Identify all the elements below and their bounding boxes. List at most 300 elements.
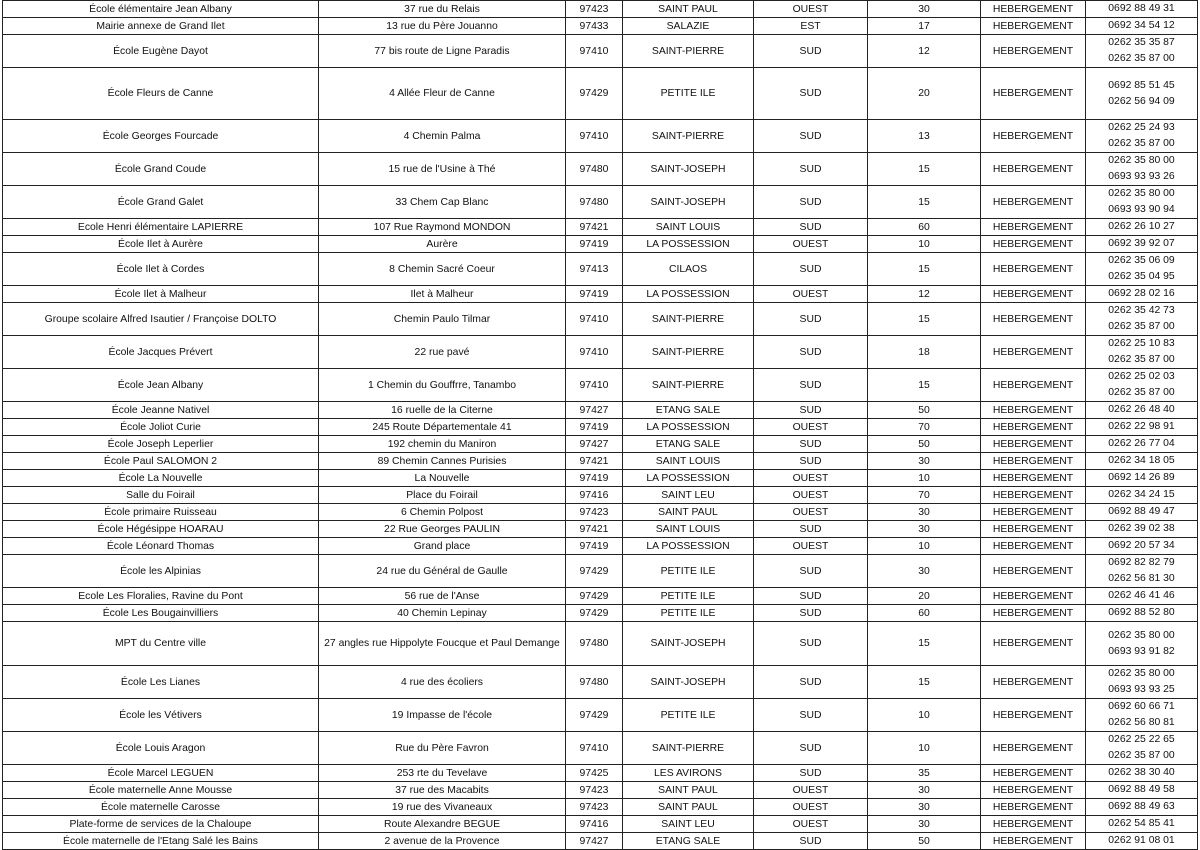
zone-cell: SUD: [754, 253, 868, 286]
city-cell: LES AVIRONS: [623, 765, 754, 782]
postcode-cell: 97429: [566, 68, 623, 120]
capacity-cell: 15: [868, 303, 981, 336]
postcode-cell: 97427: [566, 833, 623, 850]
capacity-cell: 60: [868, 605, 981, 622]
facility-name-cell: École maternelle Anne Mousse: [3, 782, 319, 799]
phone-number: 0262 26 10 27: [1108, 221, 1175, 232]
address-cell: 6 Chemin Polpost: [319, 504, 566, 521]
capacity-cell: 60: [868, 219, 981, 236]
postcode-cell: 97480: [566, 153, 623, 186]
phone-number: 0262 35 87 00: [1108, 53, 1175, 64]
zone-cell: SUD: [754, 303, 868, 336]
zone-cell: SUD: [754, 521, 868, 538]
zone-cell: SUD: [754, 588, 868, 605]
city-cell: ETANG SALE: [623, 436, 754, 453]
capacity-cell: 10: [868, 538, 981, 555]
capacity-cell: 30: [868, 504, 981, 521]
capacity-cell: 10: [868, 236, 981, 253]
zone-cell: SUD: [754, 35, 868, 68]
postcode-cell: 97410: [566, 336, 623, 369]
address-cell: Chemin Paulo Tilmar: [319, 303, 566, 336]
capacity-cell: 50: [868, 833, 981, 850]
zone-cell: SUD: [754, 369, 868, 402]
capacity-cell: 15: [868, 186, 981, 219]
phone-number: 0262 35 87 00: [1108, 321, 1175, 332]
type-cell: HEBERGEMENT: [981, 504, 1086, 521]
type-cell: HEBERGEMENT: [981, 1, 1086, 18]
facility-name-cell: École primaire Ruisseau: [3, 504, 319, 521]
address-cell: Rue du Père Favron: [319, 732, 566, 765]
phone-cell: [1086, 666, 1198, 699]
facility-name-cell: Salle du Foirail: [3, 487, 319, 504]
table-row: [3, 453, 1198, 470]
phone-cell: [1086, 622, 1198, 666]
city-cell: ETANG SALE: [623, 402, 754, 419]
phone-number: 0262 35 87 00: [1108, 750, 1175, 761]
table-row: [3, 186, 1198, 219]
phone-cell: [1086, 453, 1198, 470]
zone-cell: OUEST: [754, 816, 868, 833]
phone-number: 0262 38 30 40: [1108, 767, 1175, 778]
postcode-cell: 97413: [566, 253, 623, 286]
address-cell: Ilet à Malheur: [319, 286, 566, 303]
phone-number: 0262 35 80 00: [1108, 668, 1175, 679]
type-cell: HEBERGEMENT: [981, 402, 1086, 419]
phone-cell: [1086, 782, 1198, 799]
phone-number: 0262 25 10 83: [1108, 338, 1175, 349]
address-cell: La Nouvelle: [319, 470, 566, 487]
phone-cell: [1086, 816, 1198, 833]
phone-number: 0262 56 80 81: [1108, 717, 1175, 728]
phone-cell: [1086, 521, 1198, 538]
phone-cell: [1086, 504, 1198, 521]
phone-number: 0692 14 26 89: [1108, 472, 1175, 483]
facility-name-cell: École les Alpinias: [3, 555, 319, 588]
facility-name-cell: Groupe scolaire Alfred Isautier / Françoise DOLTO: [3, 303, 319, 336]
phone-number: 0262 25 22 65: [1108, 734, 1175, 745]
zone-cell: SUD: [754, 402, 868, 419]
facility-name-cell: École Hégésippe HOARAU: [3, 521, 319, 538]
table-row: [3, 521, 1198, 538]
address-cell: 13 rue du Père Jouanno: [319, 18, 566, 35]
address-cell: 89 Chemin Cannes Purisies: [319, 453, 566, 470]
phone-cell: [1086, 286, 1198, 303]
type-cell: HEBERGEMENT: [981, 622, 1086, 666]
phone-number: 0262 35 80 00: [1108, 188, 1175, 199]
phone-number: 0692 82 82 79: [1108, 557, 1175, 568]
city-cell: SAINT LEU: [623, 487, 754, 504]
phone-number: 0692 88 49 63: [1108, 801, 1175, 812]
postcode-cell: 97425: [566, 765, 623, 782]
type-cell: HEBERGEMENT: [981, 605, 1086, 622]
address-cell: 37 rue des Macabits: [319, 782, 566, 799]
type-cell: HEBERGEMENT: [981, 666, 1086, 699]
address-cell: 4 Chemin Palma: [319, 120, 566, 153]
city-cell: SAINT PAUL: [623, 782, 754, 799]
facility-name-cell: École Louis Aragon: [3, 732, 319, 765]
capacity-cell: 30: [868, 1, 981, 18]
city-cell: PETITE ILE: [623, 699, 754, 732]
facility-name-cell: École Georges Fourcade: [3, 120, 319, 153]
postcode-cell: 97410: [566, 120, 623, 153]
facility-name-cell: Mairie annexe de Grand Ilet: [3, 18, 319, 35]
facility-name-cell: École Jean Albany: [3, 369, 319, 402]
zone-cell: SUD: [754, 765, 868, 782]
phone-number: 0692 28 02 16: [1108, 288, 1175, 299]
type-cell: HEBERGEMENT: [981, 286, 1086, 303]
address-cell: Aurère: [319, 236, 566, 253]
type-cell: HEBERGEMENT: [981, 453, 1086, 470]
phone-number: 0262 35 87 00: [1108, 354, 1175, 365]
phone-number: 0262 39 02 38: [1108, 523, 1175, 534]
postcode-cell: 97429: [566, 555, 623, 588]
postcode-cell: 97480: [566, 186, 623, 219]
address-cell: 4 Allée Fleur de Canne: [319, 68, 566, 120]
type-cell: HEBERGEMENT: [981, 436, 1086, 453]
address-cell: 19 Impasse de l'école: [319, 699, 566, 732]
phone-cell: [1086, 219, 1198, 236]
type-cell: HEBERGEMENT: [981, 68, 1086, 120]
type-cell: HEBERGEMENT: [981, 369, 1086, 402]
postcode-cell: 97416: [566, 816, 623, 833]
phone-cell: [1086, 120, 1198, 153]
phone-cell: [1086, 605, 1198, 622]
zone-cell: SUD: [754, 605, 868, 622]
postcode-cell: 97427: [566, 436, 623, 453]
table-row: [3, 419, 1198, 436]
type-cell: HEBERGEMENT: [981, 833, 1086, 850]
zone-cell: OUEST: [754, 1, 868, 18]
zone-cell: OUEST: [754, 470, 868, 487]
capacity-cell: 30: [868, 799, 981, 816]
capacity-cell: 17: [868, 18, 981, 35]
city-cell: SALAZIE: [623, 18, 754, 35]
city-cell: SAINT-JOSEPH: [623, 622, 754, 666]
phone-cell: [1086, 555, 1198, 588]
address-cell: 22 rue pavé: [319, 336, 566, 369]
city-cell: PETITE ILE: [623, 588, 754, 605]
zone-cell: SUD: [754, 336, 868, 369]
city-cell: SAINT-JOSEPH: [623, 186, 754, 219]
table-row: [3, 18, 1198, 35]
phone-number: 0262 56 81 30: [1108, 573, 1175, 584]
address-cell: 1 Chemin du Gouffrre, Tanambo: [319, 369, 566, 402]
phone-number: 0262 34 18 05: [1108, 455, 1175, 466]
zone-cell: SUD: [754, 666, 868, 699]
phone-cell: [1086, 833, 1198, 850]
table-row: [3, 303, 1198, 336]
address-cell: 24 rue du Général de Gaulle: [319, 555, 566, 588]
postcode-cell: 97419: [566, 419, 623, 436]
table-row: [3, 236, 1198, 253]
capacity-cell: 15: [868, 666, 981, 699]
zone-cell: SUD: [754, 186, 868, 219]
postcode-cell: 97480: [566, 622, 623, 666]
zone-cell: SUD: [754, 699, 868, 732]
type-cell: HEBERGEMENT: [981, 782, 1086, 799]
facility-name-cell: École Marcel LEGUEN: [3, 765, 319, 782]
capacity-cell: 30: [868, 816, 981, 833]
address-cell: 15 rue de l'Usine à Thé: [319, 153, 566, 186]
city-cell: SAINT-JOSEPH: [623, 666, 754, 699]
zone-cell: SUD: [754, 436, 868, 453]
phone-number: 0692 60 66 71: [1108, 701, 1175, 712]
zone-cell: SUD: [754, 219, 868, 236]
capacity-cell: 15: [868, 369, 981, 402]
type-cell: HEBERGEMENT: [981, 153, 1086, 186]
phone-number: 0692 88 49 58: [1108, 784, 1175, 795]
phone-cell: [1086, 303, 1198, 336]
capacity-cell: 35: [868, 765, 981, 782]
address-cell: 19 rue des Vivaneaux: [319, 799, 566, 816]
shelters-table: [2, 0, 1198, 850]
zone-cell: SUD: [754, 732, 868, 765]
facility-name-cell: École les Vétivers: [3, 699, 319, 732]
phone-cell: [1086, 236, 1198, 253]
facility-name-cell: École Les Bougainvilliers: [3, 605, 319, 622]
phone-number: 0262 46 41 46: [1108, 590, 1175, 601]
facility-name-cell: École Grand Coude: [3, 153, 319, 186]
facility-name-cell: École Léonard Thomas: [3, 538, 319, 555]
address-cell: 107 Rue Raymond MONDON: [319, 219, 566, 236]
table-row: [3, 120, 1198, 153]
phone-number: 0262 22 98 91: [1108, 421, 1175, 432]
table-row: [3, 487, 1198, 504]
facility-name-cell: Ecole Henri élémentaire LAPIERRE: [3, 219, 319, 236]
capacity-cell: 20: [868, 588, 981, 605]
postcode-cell: 97423: [566, 799, 623, 816]
capacity-cell: 30: [868, 555, 981, 588]
phone-number: 0262 25 02 03: [1108, 371, 1175, 382]
phone-cell: [1086, 799, 1198, 816]
table-row: [3, 605, 1198, 622]
city-cell: LA POSSESSION: [623, 236, 754, 253]
city-cell: SAINT LEU: [623, 816, 754, 833]
address-cell: Grand place: [319, 538, 566, 555]
city-cell: SAINT PAUL: [623, 504, 754, 521]
city-cell: ETANG SALE: [623, 833, 754, 850]
table-row: [3, 1, 1198, 18]
address-cell: 56 rue de l'Anse: [319, 588, 566, 605]
type-cell: HEBERGEMENT: [981, 699, 1086, 732]
facility-name-cell: École Jeanne Nativel: [3, 402, 319, 419]
postcode-cell: 97416: [566, 487, 623, 504]
postcode-cell: 97429: [566, 588, 623, 605]
table-row: [3, 699, 1198, 732]
type-cell: HEBERGEMENT: [981, 35, 1086, 68]
zone-cell: OUEST: [754, 487, 868, 504]
phone-cell: [1086, 1, 1198, 18]
table-row: [3, 782, 1198, 799]
zone-cell: OUEST: [754, 286, 868, 303]
city-cell: SAINT LOUIS: [623, 219, 754, 236]
postcode-cell: 97419: [566, 286, 623, 303]
facility-name-cell: École maternelle Carosse: [3, 799, 319, 816]
facility-name-cell: École Les Lianes: [3, 666, 319, 699]
phone-cell: [1086, 253, 1198, 286]
postcode-cell: 97421: [566, 453, 623, 470]
type-cell: HEBERGEMENT: [981, 18, 1086, 35]
city-cell: LA POSSESSION: [623, 538, 754, 555]
zone-cell: SUD: [754, 622, 868, 666]
city-cell: LA POSSESSION: [623, 419, 754, 436]
facility-name-cell: Plate-forme de services de la Chaloupe: [3, 816, 319, 833]
phone-cell: [1086, 369, 1198, 402]
table-row: [3, 538, 1198, 555]
table-row: [3, 622, 1198, 666]
capacity-cell: 10: [868, 699, 981, 732]
postcode-cell: 97429: [566, 605, 623, 622]
zone-cell: OUEST: [754, 504, 868, 521]
city-cell: LA POSSESSION: [623, 470, 754, 487]
postcode-cell: 97410: [566, 303, 623, 336]
type-cell: HEBERGEMENT: [981, 487, 1086, 504]
facility-name-cell: École Joseph Leperlier: [3, 436, 319, 453]
phone-number: 0692 39 92 07: [1108, 238, 1175, 249]
capacity-cell: 12: [868, 286, 981, 303]
city-cell: SAINT-PIERRE: [623, 336, 754, 369]
phone-cell: [1086, 765, 1198, 782]
table-row: [3, 666, 1198, 699]
table-row: [3, 35, 1198, 68]
zone-cell: OUEST: [754, 419, 868, 436]
type-cell: HEBERGEMENT: [981, 538, 1086, 555]
postcode-cell: 97410: [566, 35, 623, 68]
zone-cell: SUD: [754, 833, 868, 850]
zone-cell: OUEST: [754, 782, 868, 799]
type-cell: HEBERGEMENT: [981, 470, 1086, 487]
city-cell: LA POSSESSION: [623, 286, 754, 303]
type-cell: HEBERGEMENT: [981, 219, 1086, 236]
table-row: [3, 402, 1198, 419]
phone-number: 0692 20 57 34: [1108, 540, 1175, 551]
postcode-cell: 97421: [566, 219, 623, 236]
phone-number: 0693 93 91 82: [1108, 645, 1175, 657]
postcode-cell: 97423: [566, 782, 623, 799]
address-cell: 192 chemin du Maniron: [319, 436, 566, 453]
zone-cell: SUD: [754, 153, 868, 186]
capacity-cell: 18: [868, 336, 981, 369]
address-cell: 22 Rue Georges PAULIN: [319, 521, 566, 538]
type-cell: HEBERGEMENT: [981, 555, 1086, 588]
phone-number: 0692 88 49 47: [1108, 506, 1175, 517]
facility-name-cell: École La Nouvelle: [3, 470, 319, 487]
facility-name-cell: École Eugène Dayot: [3, 35, 319, 68]
phone-number: 0693 93 93 25: [1108, 684, 1175, 695]
table-row: [3, 336, 1198, 369]
table-row: [3, 286, 1198, 303]
phone-number: 0693 93 90 94: [1108, 204, 1175, 215]
postcode-cell: 97419: [566, 538, 623, 555]
city-cell: PETITE ILE: [623, 68, 754, 120]
facility-name-cell: École élémentaire Jean Albany: [3, 1, 319, 18]
phone-cell: [1086, 35, 1198, 68]
phone-number: 0262 26 48 40: [1108, 404, 1175, 415]
table-row: [3, 765, 1198, 782]
phone-cell: [1086, 68, 1198, 120]
facility-name-cell: École Paul SALOMON 2: [3, 453, 319, 470]
capacity-cell: 15: [868, 622, 981, 666]
type-cell: HEBERGEMENT: [981, 765, 1086, 782]
phone-number: 0262 35 35 87: [1108, 37, 1175, 48]
capacity-cell: 15: [868, 153, 981, 186]
capacity-cell: 10: [868, 732, 981, 765]
type-cell: HEBERGEMENT: [981, 303, 1086, 336]
table-row: [3, 153, 1198, 186]
postcode-cell: 97429: [566, 699, 623, 732]
table-row: [3, 732, 1198, 765]
type-cell: HEBERGEMENT: [981, 799, 1086, 816]
address-cell: 245 Route Départementale 41: [319, 419, 566, 436]
phone-cell: [1086, 470, 1198, 487]
address-cell: Place du Foirail: [319, 487, 566, 504]
city-cell: SAINT PAUL: [623, 799, 754, 816]
phone-number: 0262 91 08 01: [1108, 835, 1175, 846]
capacity-cell: 50: [868, 402, 981, 419]
city-cell: SAINT-PIERRE: [623, 369, 754, 402]
city-cell: PETITE ILE: [623, 605, 754, 622]
phone-number: 0262 34 24 15: [1108, 489, 1175, 500]
phone-number: 0692 88 52 80: [1108, 607, 1175, 618]
type-cell: HEBERGEMENT: [981, 816, 1086, 833]
phone-number: 0262 35 42 73: [1108, 305, 1175, 316]
address-cell: 37 rue du Relais: [319, 1, 566, 18]
phone-number: 0692 34 54 12: [1108, 20, 1175, 31]
zone-cell: SUD: [754, 120, 868, 153]
address-cell: 33 Chem Cap Blanc: [319, 186, 566, 219]
type-cell: HEBERGEMENT: [981, 186, 1086, 219]
postcode-cell: 97423: [566, 504, 623, 521]
capacity-cell: 30: [868, 521, 981, 538]
postcode-cell: 97419: [566, 470, 623, 487]
phone-cell: [1086, 436, 1198, 453]
zone-cell: SUD: [754, 68, 868, 120]
facility-name-cell: École Grand Galet: [3, 186, 319, 219]
postcode-cell: 97433: [566, 18, 623, 35]
table-row: [3, 504, 1198, 521]
phone-cell: [1086, 336, 1198, 369]
address-cell: 77 bis route de Ligne Paradis: [319, 35, 566, 68]
phone-number: 0262 26 77 04: [1108, 438, 1175, 449]
phone-number: 0693 93 93 26: [1108, 171, 1175, 182]
postcode-cell: 97421: [566, 521, 623, 538]
address-cell: 27 angles rue Hippolyte Foucque et Paul Demange: [319, 622, 566, 666]
type-cell: HEBERGEMENT: [981, 732, 1086, 765]
postcode-cell: 97480: [566, 666, 623, 699]
city-cell: SAINT LOUIS: [623, 521, 754, 538]
type-cell: HEBERGEMENT: [981, 521, 1086, 538]
table-row: [3, 219, 1198, 236]
city-cell: SAINT-PIERRE: [623, 303, 754, 336]
city-cell: SAINT PAUL: [623, 1, 754, 18]
capacity-cell: 70: [868, 419, 981, 436]
phone-cell: [1086, 153, 1198, 186]
address-cell: 4 rue des écoliers: [319, 666, 566, 699]
capacity-cell: 15: [868, 253, 981, 286]
phone-cell: [1086, 402, 1198, 419]
facility-name-cell: École Joliot Curie: [3, 419, 319, 436]
phone-cell: [1086, 699, 1198, 732]
postcode-cell: 97427: [566, 402, 623, 419]
capacity-cell: 30: [868, 782, 981, 799]
type-cell: HEBERGEMENT: [981, 236, 1086, 253]
type-cell: HEBERGEMENT: [981, 588, 1086, 605]
phone-number: 0262 35 87 00: [1108, 387, 1175, 398]
capacity-cell: 20: [868, 68, 981, 120]
facility-name-cell: MPT du Centre ville: [3, 622, 319, 666]
city-cell: CILAOS: [623, 253, 754, 286]
table-row: [3, 470, 1198, 487]
